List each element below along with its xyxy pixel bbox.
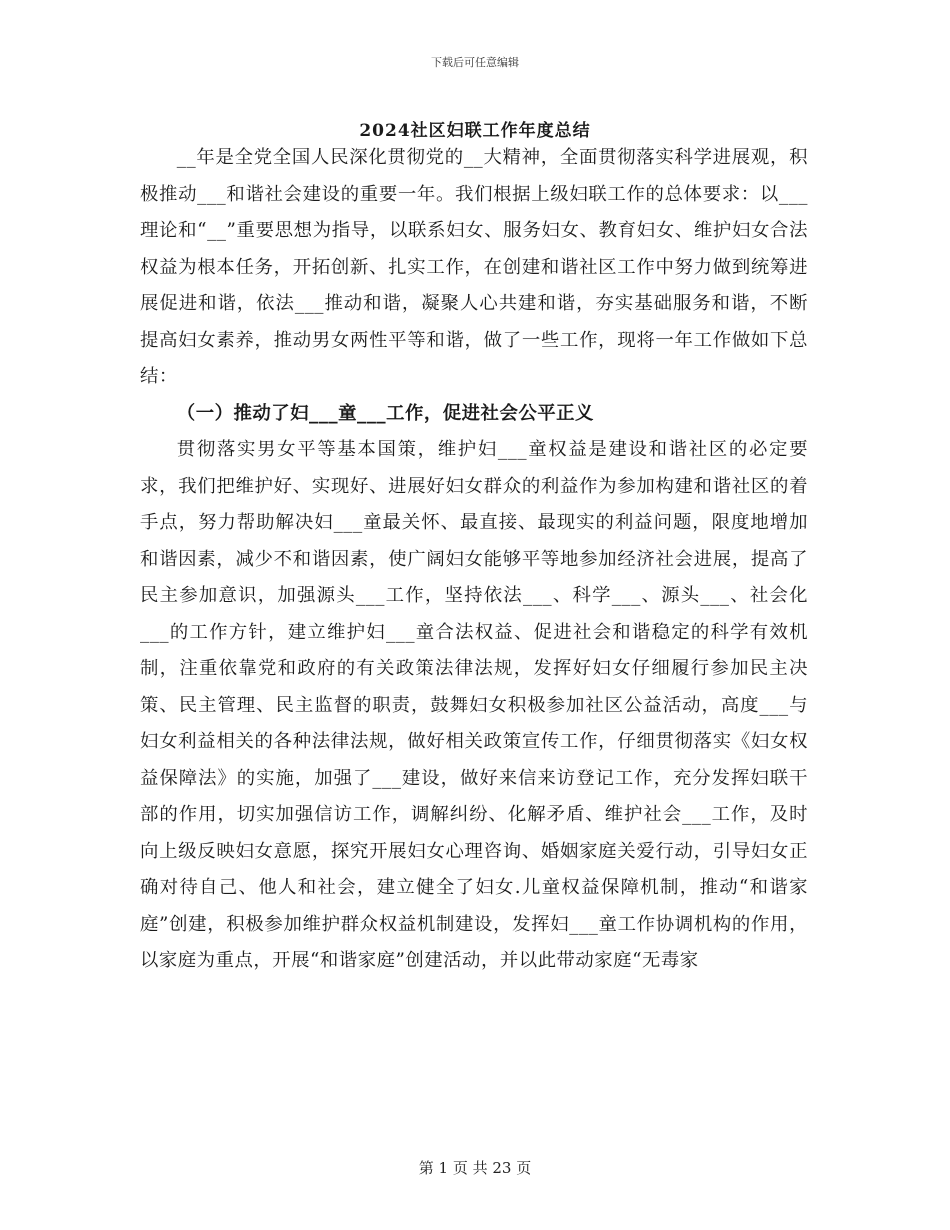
section-heading: （一）推动了妇___童___工作，促进社会公平正义 bbox=[176, 402, 594, 424]
intro-paragraph: __年是全党全国人民深化贯彻党的__大精神，全面贯彻落实科学进展观，积极推动___和谐社会建设的重要一年。我们根据上级妇联工作的总体要求：以___理论和“__”重要思想为指导，以联系妇女、服务妇女、教育妇女、维护妇女合法权益为根本任务，开拓创新、扎实工作，在创建和谐社区工作中努力做到统筹进展促进和谐，依法___推动和谐，凝聚人心共建和谐，夯实基础服务和谐，不断提高妇女素养，推动男女两性平等和谐，做了一些工作，现将一年工作做如下总结： bbox=[140, 147, 808, 387]
page-number-footer: 第 1 页 共 23 页 bbox=[418, 1159, 532, 1177]
page-header-note: 下载后可任意编辑 bbox=[431, 56, 519, 69]
body-paragraph: 贯彻落实男女平等基本国策，维护妇___童权益是建设和谐社区的必定要求，我们把维护好、实现好、进展好妇女群众的利益作为参加构建和谐社区的着手点，努力帮助解决妇___童最关怀、最直接、最现实的利益问题，限度地增加和谐因素，减少不和谐因素，使广阔妇女能够平等地参加经济社会进展，提高了民主参加意识，加强源头___工作，坚持依法___、科学___、源头___、社会化___的工作方针，建立维护妇___童合法权益、促进社会和谐稳定的科学有效机制，注重依靠党和政府的有关政策法律法规，发挥好妇女仔细履行参加民主决策、民主管理、民主监督的职责，鼓舞妇女积极参加社区公益活动，高度___与妇女利益相关的各种法律法规，做好相关政策宣传工作，仔细贯彻落实《妇女权益保障法》的实施，加强了___建设，做好来信来访登记工作，充分发挥妇联干部的作用，切实加强信访工作，调解纠纷、化解矛盾、维护社会___工作，及时向上级反映妇女意愿，探究开展妇女心理咨询、婚姻家庭关爱行动，引导妇女正确对待自己、他人和社会，建立健全了妇女.儿童权益保障机制，推动“和谐家庭”创建，积极参加维护群众权益机制建设，发挥妇___童工作协调机构的作用，以家庭为重点，开展“和谐家庭”创建活动，并以此带动家庭“无毒家 bbox=[140, 439, 808, 971]
document-body bbox=[140, 140, 808, 980]
document-title: 2024社区妇联工作年度总结 bbox=[359, 121, 591, 141]
